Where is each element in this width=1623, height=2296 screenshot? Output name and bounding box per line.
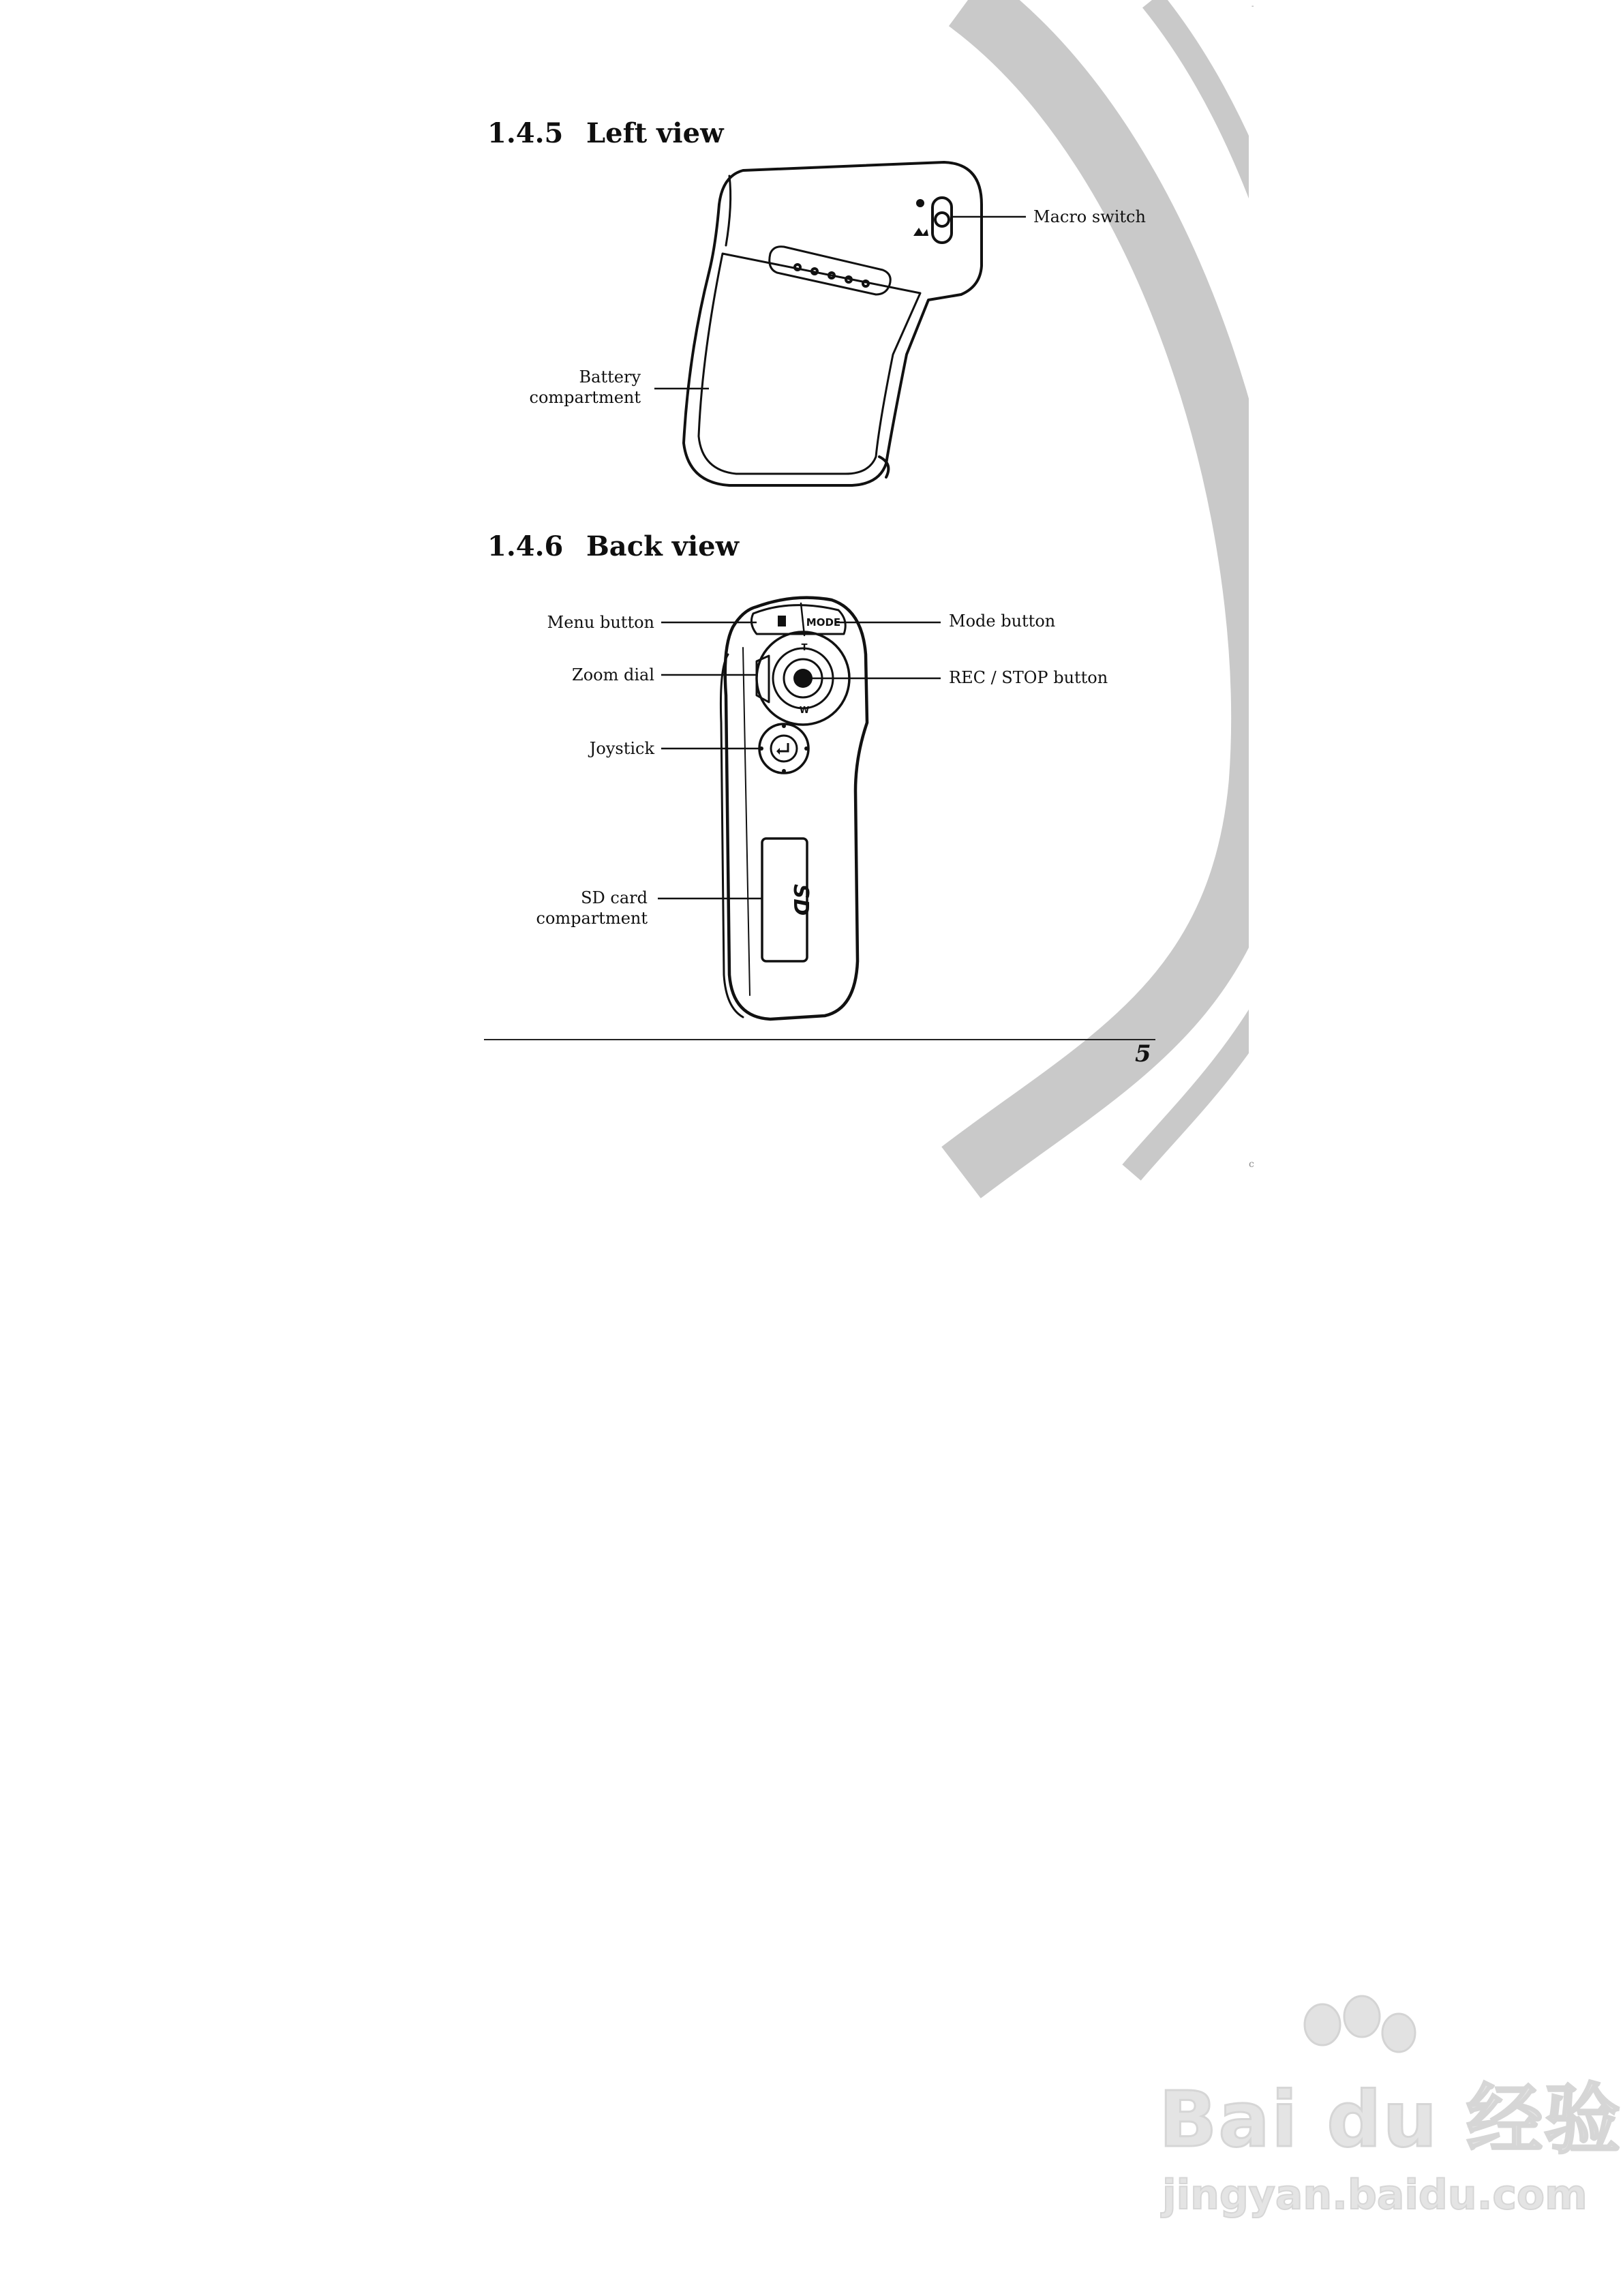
- callout-sd-line1: SD card: [581, 888, 648, 907]
- device-mode-label: MODE: [806, 616, 841, 629]
- callout-joystick: Joystick: [589, 739, 654, 758]
- callout-battery-line2: compartment: [529, 388, 641, 407]
- watermark-url: jingyan.baidu.com: [1162, 2171, 1588, 2219]
- callout-mode-button: Mode button: [949, 611, 1056, 631]
- camcorder-back-view-figure: [0, 0, 1623, 1091]
- callout-macro-switch: Macro switch: [1033, 207, 1146, 226]
- section-title: Back view: [586, 530, 740, 562]
- callout-sd-line2: compartment: [536, 909, 648, 928]
- device-tele-label: T: [801, 643, 808, 653]
- callout-zoom-dial: Zoom dial: [572, 665, 654, 684]
- footer-rule: [484, 1039, 1155, 1040]
- section-title: Left view: [586, 117, 724, 149]
- device-wide-label: W: [799, 706, 810, 716]
- svg-text:c: c: [1249, 1159, 1254, 1170]
- callout-menu-button: Menu button: [547, 613, 654, 632]
- device-sd-logo: SD: [789, 883, 813, 916]
- section-number: 1.4.5: [487, 117, 564, 149]
- section-number: 1.4.6: [487, 530, 564, 562]
- svg-text:-: -: [1252, 3, 1254, 10]
- watermark-brand: Bai du 经验: [1159, 2076, 1622, 2164]
- page-number: 5: [1135, 1040, 1151, 1068]
- callout-rec-stop-button: REC / STOP button: [949, 668, 1108, 687]
- callout-sd-card-compartment: [477, 888, 648, 928]
- callout-battery-line1: Battery: [579, 367, 641, 387]
